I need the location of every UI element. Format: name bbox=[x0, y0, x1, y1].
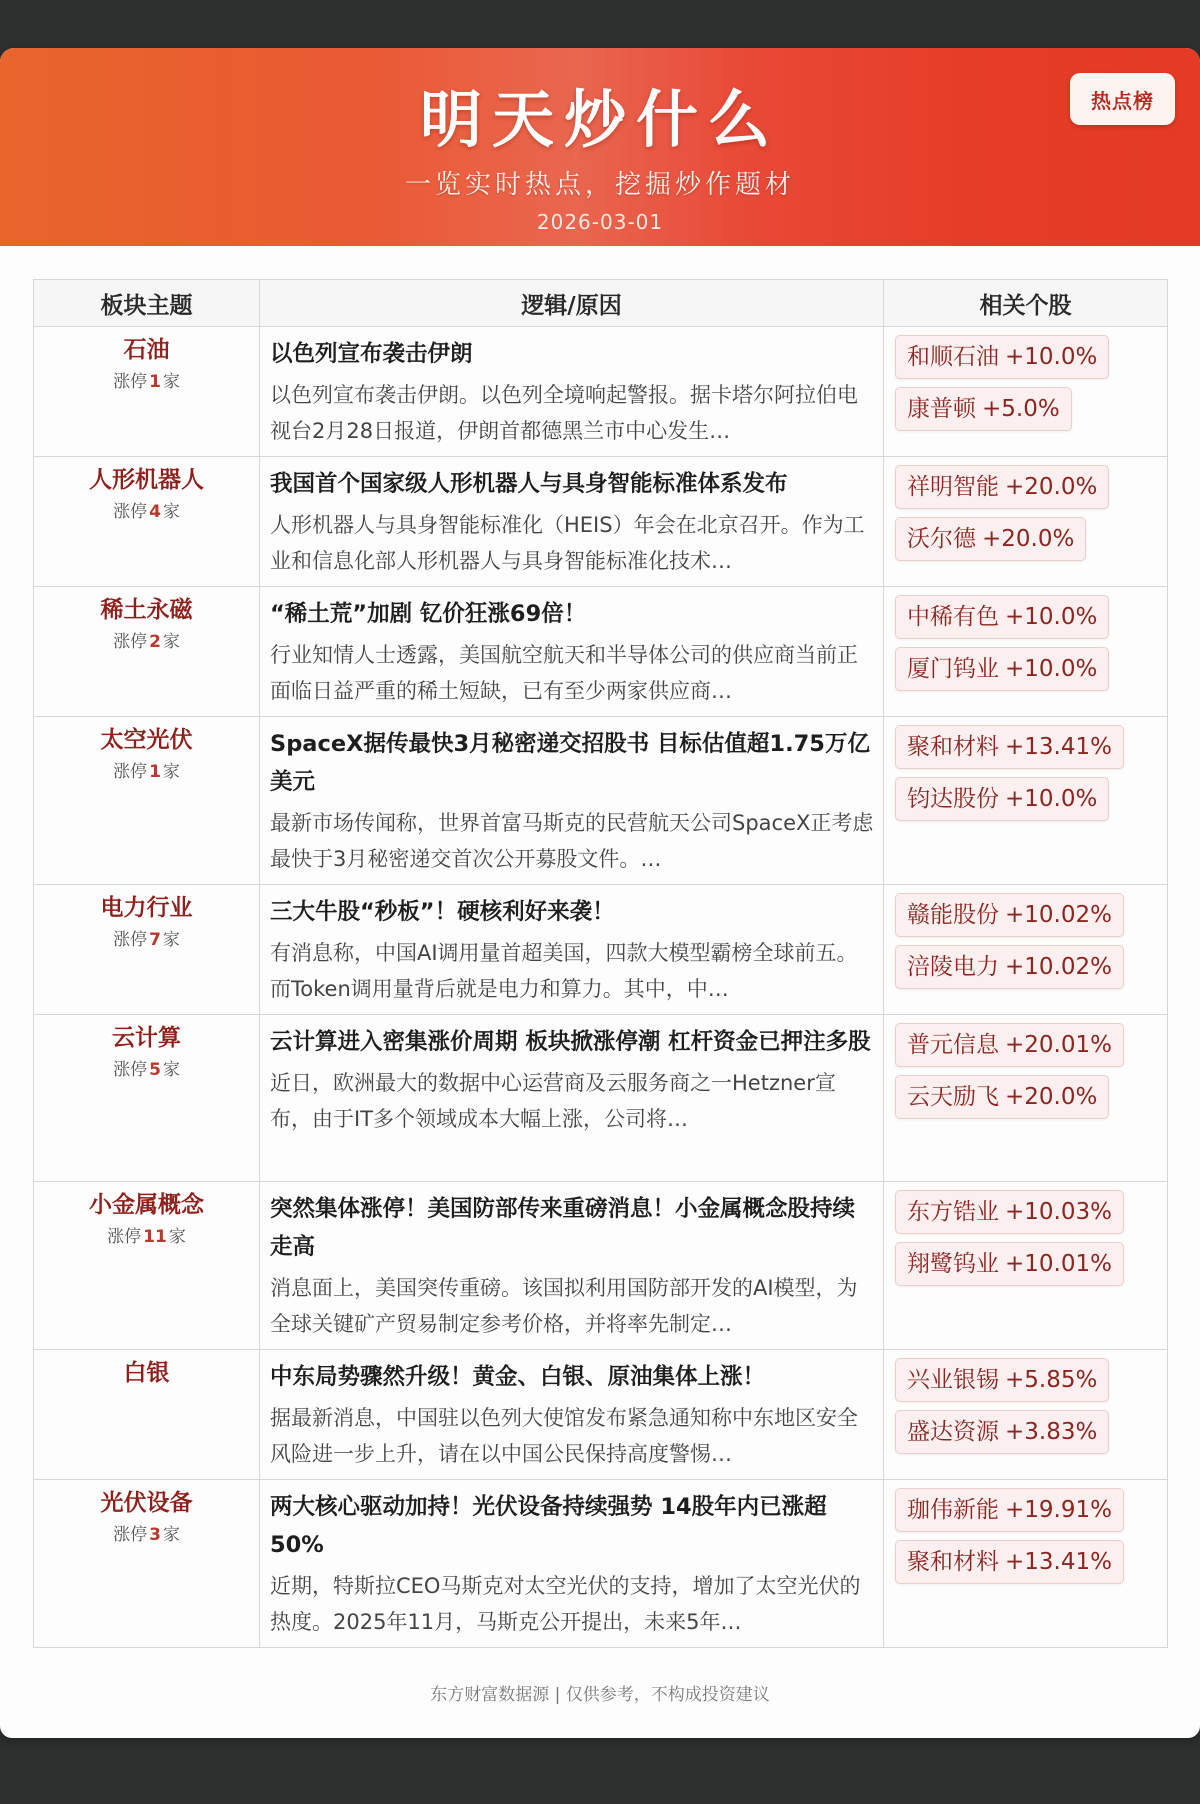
stock-badge[interactable] bbox=[895, 595, 1109, 639]
sector-cell bbox=[34, 327, 260, 457]
logic-cell bbox=[260, 1182, 884, 1350]
limit-up-count: 涨停 11 家 bbox=[107, 1227, 186, 1247]
table-row[interactable] bbox=[34, 327, 1168, 457]
stock-change: +5.85% bbox=[1005, 1367, 1098, 1393]
stock-badge[interactable] bbox=[895, 1242, 1124, 1286]
stock-name: 沃尔德 bbox=[907, 526, 976, 552]
stock-badge[interactable] bbox=[895, 945, 1124, 989]
stocks-cell bbox=[884, 1350, 1168, 1480]
stock-name: 厦门钨业 bbox=[907, 656, 999, 682]
limit-up-count: 涨停 7 家 bbox=[113, 930, 180, 950]
stock-change: +10.0% bbox=[1005, 786, 1098, 812]
stock-name: 东方锆业 bbox=[907, 1199, 999, 1225]
news-headline[interactable]: 两大核心驱动加持！光伏设备持续强势 14股年内已涨超50% bbox=[270, 1494, 827, 1558]
logic-cell bbox=[260, 1350, 884, 1480]
news-headline[interactable]: 突然集体涨停！美国防部传来重磅消息！小金属概念股持续走高 bbox=[270, 1196, 856, 1260]
sector-cell bbox=[34, 457, 260, 587]
news-headline[interactable]: 三大牛股“秒板”！硬核利好来袭！ bbox=[270, 899, 615, 925]
news-headline[interactable]: 我国首个国家级人形机器人与具身智能标准体系发布 bbox=[270, 471, 788, 497]
table-row[interactable] bbox=[34, 587, 1168, 717]
report-date: 2026-03-01 bbox=[536, 210, 664, 234]
sector-cell bbox=[34, 885, 260, 1015]
stock-change: +20.0% bbox=[1005, 474, 1098, 500]
news-summary: 行业知情人士透露，美国航空航天和半导体公司的供应商当前正面临日益严重的稀土短缺，已有至少两家供应商… bbox=[270, 643, 858, 703]
stock-badge[interactable] bbox=[895, 1190, 1124, 1234]
stock-name: 兴业银锡 bbox=[907, 1367, 999, 1393]
sector-cell bbox=[34, 587, 260, 717]
column-header-stocks: 相关个股 bbox=[884, 280, 1168, 327]
logic-cell bbox=[260, 457, 884, 587]
sector-name[interactable]: 白银 bbox=[123, 1360, 170, 1386]
sector-name[interactable]: 石油 bbox=[123, 337, 170, 363]
stocks-cell bbox=[884, 1182, 1168, 1350]
stock-badge[interactable] bbox=[895, 1023, 1124, 1067]
stock-name: 祥明智能 bbox=[907, 474, 999, 500]
stocks-cell bbox=[884, 885, 1168, 1015]
news-summary: 有消息称，中国AI调用量首超美国，四款大模型霸榜全球前五。而Token调用量背后就是电力和算力。其中，中… bbox=[270, 941, 858, 1001]
stock-change: +13.41% bbox=[1005, 1549, 1112, 1575]
logic-cell bbox=[260, 1480, 884, 1648]
stock-name: 普元信息 bbox=[907, 1032, 999, 1058]
stock-name: 聚和材料 bbox=[907, 734, 999, 760]
stock-change: +10.0% bbox=[1005, 656, 1098, 682]
table-row[interactable] bbox=[34, 1480, 1168, 1648]
logic-cell bbox=[260, 885, 884, 1015]
sector-cell bbox=[34, 1480, 260, 1648]
stock-badge[interactable] bbox=[895, 1488, 1124, 1532]
stock-badge[interactable] bbox=[895, 1358, 1109, 1402]
sector-name[interactable]: 云计算 bbox=[112, 1025, 181, 1051]
stocks-cell bbox=[884, 1015, 1168, 1182]
stock-name: 珈伟新能 bbox=[907, 1497, 999, 1523]
stocks-cell bbox=[884, 327, 1168, 457]
logic-cell bbox=[260, 587, 884, 717]
header-banner bbox=[0, 48, 1200, 246]
stock-name: 涪陵电力 bbox=[907, 954, 999, 980]
stock-change: +20.01% bbox=[1005, 1032, 1112, 1058]
column-header-sector: 板块主题 bbox=[34, 280, 260, 327]
sector-cell bbox=[34, 1015, 260, 1182]
stock-name: 和顺石油 bbox=[907, 344, 999, 370]
limit-up-count: 涨停 4 家 bbox=[113, 502, 180, 522]
logic-cell bbox=[260, 717, 884, 885]
limit-up-count: 涨停 1 家 bbox=[113, 372, 180, 392]
stock-change: +10.02% bbox=[1005, 954, 1112, 980]
sector-name[interactable]: 太空光伏 bbox=[100, 727, 193, 753]
stock-change: +10.03% bbox=[1005, 1199, 1112, 1225]
sector-cell bbox=[34, 1182, 260, 1350]
stocks-cell bbox=[884, 587, 1168, 717]
limit-up-count: 涨停 2 家 bbox=[113, 632, 180, 652]
news-headline[interactable]: 以色列宣布袭击伊朗 bbox=[270, 341, 473, 367]
stock-badge[interactable] bbox=[895, 1410, 1109, 1454]
stock-badge[interactable] bbox=[895, 1075, 1109, 1119]
stock-badge[interactable] bbox=[895, 1540, 1124, 1584]
stock-change: +10.0% bbox=[1005, 604, 1098, 630]
stock-badge[interactable] bbox=[895, 465, 1109, 509]
logic-cell bbox=[260, 327, 884, 457]
hot-topics-table bbox=[33, 279, 1168, 1648]
news-headline[interactable]: 中东局势骤然升级！黄金、白银、原油集体上涨！ bbox=[270, 1364, 766, 1390]
stock-change: +10.0% bbox=[1005, 344, 1098, 370]
stock-name: 钧达股份 bbox=[907, 786, 999, 812]
stock-change: +13.41% bbox=[1005, 734, 1112, 760]
stock-name: 聚和材料 bbox=[907, 1549, 999, 1575]
stocks-cell bbox=[884, 717, 1168, 885]
stocks-cell bbox=[884, 1480, 1168, 1648]
stock-name: 盛达资源 bbox=[907, 1419, 999, 1445]
news-summary: 以色列宣布袭击伊朗。以色列全境响起警报。据卡塔尔阿拉伯电视台2月28日报道，伊朗首都德黑兰市中心发生… bbox=[270, 383, 858, 443]
stock-change: +5.0% bbox=[982, 396, 1060, 422]
sector-name[interactable]: 稀土永磁 bbox=[100, 597, 193, 623]
page-title: 明天炒什么 bbox=[419, 83, 780, 156]
stocks-cell bbox=[884, 457, 1168, 587]
stock-badge[interactable] bbox=[895, 647, 1109, 691]
hot-list-button[interactable]: 热点榜 bbox=[1070, 73, 1175, 125]
sector-cell bbox=[34, 717, 260, 885]
stock-change: +3.83% bbox=[1005, 1419, 1098, 1445]
stock-badge[interactable] bbox=[895, 893, 1124, 937]
stock-badge[interactable] bbox=[895, 387, 1072, 431]
table-row[interactable] bbox=[34, 1182, 1168, 1350]
news-summary: 近期，特斯拉CEO马斯克对太空光伏的支持，增加了太空光伏的热度。2025年11月，马斯克公开提出，未来5年… bbox=[270, 1574, 861, 1634]
stock-change: +20.0% bbox=[982, 526, 1075, 552]
news-summary: 消息面上，美国突传重磅。该国拟利用国防部开发的AI模型，为全球关键矿产贸易制定参考价格，并将率先制定… bbox=[270, 1276, 858, 1336]
news-summary: 人形机器人与具身智能标准化（HEIS）年会在北京召开。作为工业和信息化部人形机器人与具身智能标准化技术… bbox=[270, 513, 865, 573]
table-row[interactable] bbox=[34, 717, 1168, 885]
table-row[interactable] bbox=[34, 457, 1168, 587]
stock-name: 翔鹭钨业 bbox=[907, 1251, 999, 1277]
sector-cell bbox=[34, 1350, 260, 1480]
stock-name: 中稀有色 bbox=[907, 604, 999, 630]
news-headline[interactable]: “稀土荒”加剧 钇价狂涨69倍！ bbox=[270, 601, 587, 627]
page-subtitle: 一览实时热点，挖掘炒作题材 bbox=[404, 170, 795, 200]
sector-name[interactable]: 小金属概念 bbox=[89, 1192, 204, 1218]
logic-cell bbox=[260, 1015, 884, 1182]
stock-change: +10.02% bbox=[1005, 902, 1112, 928]
table-row[interactable] bbox=[34, 1015, 1168, 1182]
sector-name[interactable]: 人形机器人 bbox=[89, 467, 204, 493]
stock-change: +19.91% bbox=[1005, 1497, 1112, 1523]
stock-badge[interactable] bbox=[895, 777, 1109, 821]
column-header-logic: 逻辑/原因 bbox=[260, 280, 884, 327]
sector-name[interactable]: 电力行业 bbox=[100, 895, 193, 921]
stock-badge[interactable] bbox=[895, 725, 1124, 769]
stock-badge[interactable] bbox=[895, 517, 1086, 561]
limit-up-count: 涨停 3 家 bbox=[113, 1525, 180, 1545]
limit-up-count: 涨停 1 家 bbox=[113, 762, 180, 782]
table-row[interactable] bbox=[34, 885, 1168, 1015]
news-summary: 据最新消息，中国驻以色列大使馆发布紧急通知称中东地区安全风险进一步上升，请在以中国公民保持高度警惕… bbox=[270, 1406, 858, 1466]
stock-name: 康普顿 bbox=[907, 396, 976, 422]
limit-up-count: 涨停 5 家 bbox=[113, 1060, 180, 1080]
sector-name[interactable]: 光伏设备 bbox=[100, 1490, 193, 1516]
stock-change: +20.0% bbox=[1005, 1084, 1098, 1110]
news-summary: 近日，欧洲最大的数据中心运营商及云服务商之一Hetzner宣布，由于IT多个领域成本大幅上涨，公司将… bbox=[270, 1071, 836, 1131]
table-header-row bbox=[34, 280, 1168, 327]
news-headline[interactable]: SpaceX据传最快3月秘密递交招股书 目标估值超1.75万亿美元 bbox=[270, 731, 870, 795]
stock-name: 云天励飞 bbox=[907, 1084, 999, 1110]
stock-change: +10.01% bbox=[1005, 1251, 1112, 1277]
news-headline[interactable]: 云计算进入密集涨价周期 板块掀涨停潮 杠杆资金已押注多股 bbox=[270, 1029, 871, 1055]
table-row[interactable] bbox=[34, 1350, 1168, 1480]
footer-disclaimer: 东方财富数据源 | 仅供参考，不构成投资建议 bbox=[430, 1685, 770, 1705]
hot-topics-card bbox=[0, 48, 1200, 1738]
news-summary: 最新市场传闻称，世界首富马斯克的民营航天公司SpaceX正考虑最快于3月秘密递交首次公开募股文件。… bbox=[270, 811, 874, 871]
stock-name: 赣能股份 bbox=[907, 902, 999, 928]
stock-badge[interactable] bbox=[895, 335, 1109, 379]
